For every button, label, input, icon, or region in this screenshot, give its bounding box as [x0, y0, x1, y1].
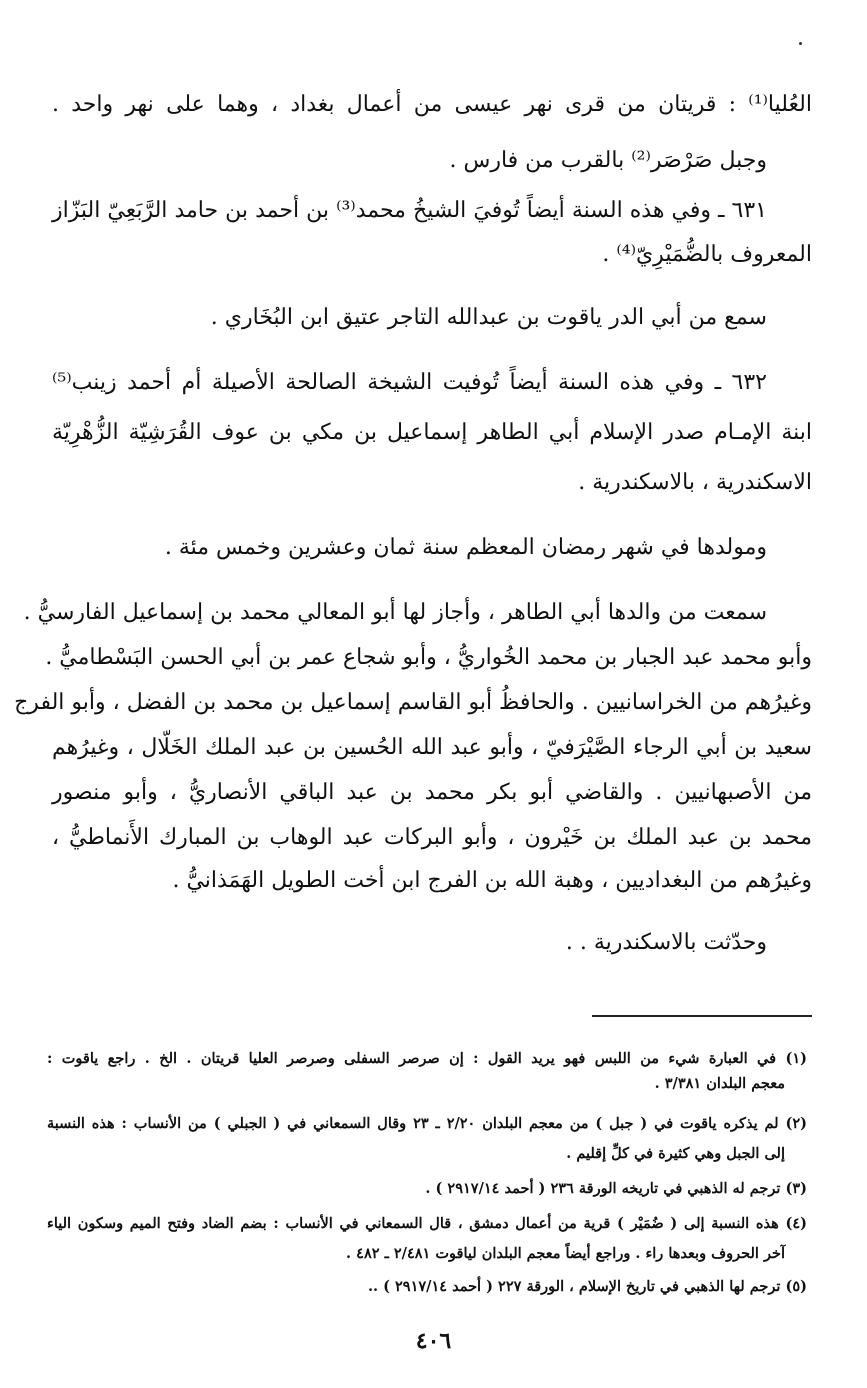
text-line: ٦٣١ ـ وفي هذه السنة أيضاً تُوفيَ الشيخُ محمد⁽³⁾ بن أحمد بن حامد الرَّبَعِيّ البَزّاز — [52, 198, 767, 223]
footnote-line: (٣) ترجم له الذهبي في تاريخه الورقة ٢٣٦ ( أحمد ٢٩١٧/١٤ ) . — [425, 1180, 807, 1197]
text-line: الاسكندرية ، بالاسكندرية . — [578, 470, 812, 495]
footnote-line: معجم البلدان ٣/٣٨١ . — [654, 1075, 785, 1092]
text-line: سمع من أبي الدر ياقوت بن عبدالله التاجر عتيق ابن البُخَاري . — [210, 305, 767, 330]
page-number: ٤٠٦ — [415, 1328, 452, 1354]
footnote-line: إلى الجبل وهي كثيرة في كلِّ إقليم . — [566, 1145, 785, 1162]
text-line: وغيرُهم من الخراسانيين . والحافظُ أبو القاسم إسماعيل بن محمد بن الفضل ، وأبو الفرج — [14, 690, 812, 715]
text-line: محمد بن عبد الملك بن خَيْرون ، وأبو البركات عبد الوهاب بن المبارك الأَنماطيُّ ، — [52, 825, 812, 850]
text-line: ومولدها في شهر رمضان المعظم سنة ثمان وعشرين وخمس مئة . — [164, 535, 767, 560]
text-line: سعيد بن أبي الرجاء الصَّيْرَفيّ ، وأبو عبد الله الحُسين بن عبد الملك الخَلّال ، وغيرُهم — [52, 735, 812, 760]
text-line: المعروف بالضُّمَيْرِيّ⁽⁴⁾ . — [602, 242, 812, 267]
text-line: وأبو محمد عبد الجبار بن محمد الخُواريُّ ، وأبو شجاع عمر بن أبي الحسن البَسْطاميُّ . — [45, 645, 812, 670]
footnote-line: (٤) هذه النسبة إلى ( ضُمَيْر ) قرية من أعمال دمشق ، قال السمعاني في الأنساب : بضم الضاد وفتح الميم وسكون الياء — [47, 1215, 807, 1232]
text-line: وجبل صَرْصَر⁽²⁾ بالقرب من فارس . — [449, 148, 767, 173]
text-line: سمعت من والدها أبي الطاهر ، وأجاز لها أبو المعالي محمد بن إسماعيل الفارسيُّ . — [23, 600, 767, 625]
text-line: ابنة الإمـام صدر الإسلام أبي الطاهر إسماعيل بن مكي بن عوف القُرَشِيّة الزُّهْرِيّة — [52, 420, 812, 445]
stray-mark — [799, 42, 802, 45]
text-line: العُليا⁽¹⁾ : قريتان من قرى نهر عيسى من أعمال بغداد ، وهما على نهر واحد . — [52, 92, 812, 117]
text-line: من الأصبهانيين . والقاضي أبو بكر محمد بن عبد الباقي الأنصاريُّ ، وأبو منصور — [52, 780, 812, 805]
footnote-line: (٢) لم يذكره ياقوت في ( جبل ) من معجم البلدان ٢/٢٠ ـ ٢٣ وقال السمعاني في ( الجبلي ) من الأنساب : هذه النسبة — [47, 1115, 807, 1132]
text-line: ٦٣٢ ـ وفي هذه السنة أيضاً تُوفيت الشيخة الصالحة الأصيلة أم أحمد زينب⁽⁵⁾ — [52, 370, 767, 395]
text-line: وحدّثت بالاسكندرية . . — [565, 930, 767, 955]
footnote-separator — [592, 1015, 812, 1017]
footnote-line: (١) في العبارة شيء من اللبس فهو يريد القول : إن صرصر السفلى وصرصر العليا قريتان . الخ . راجع ياقوت : — [47, 1050, 807, 1067]
footnote-line: (٥) ترجم لها الذهبي في تاريخ الإسلام ، الورقة ٢٢٧ ( أحمد ٢٩١٧/١٤ ) .. — [367, 1278, 807, 1295]
footnote-line: آخر الحروف وبعدها راء . وراجع أيضاً معجم البلدان لياقوت ٢/٤٨١ ـ ٤٨٢ . — [346, 1245, 785, 1262]
text-line: وغيرُهم من البغداديين ، وهبة الله بن الفرج ابن أخت الطويل الهَمَذانيُّ . — [172, 868, 812, 893]
